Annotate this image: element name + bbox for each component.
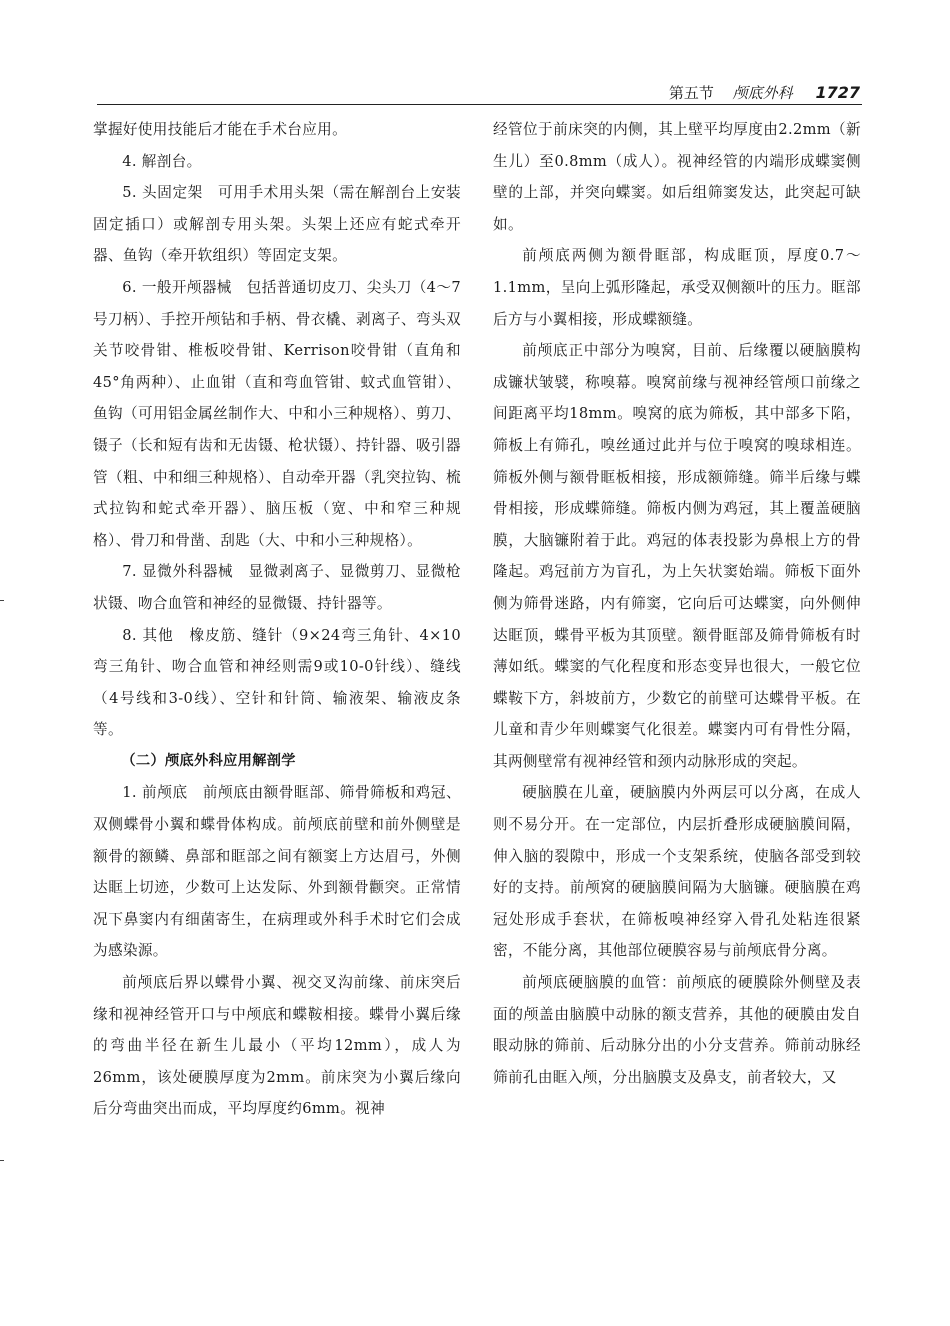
paragraph: 硬脑膜在儿童，硬脑膜内外两层可以分离，在成人则不易分开。在一定部位，内层折叠形成硬脑膜间隔，伸入脑的裂隙中，形成一个支架系统，使脑各部受到较好的支持。前颅窝的硬脑膜间隔为大脑镰。硬脑膜在鸡冠处形成手套状，在筛板嗅神经穿入骨孔处粘连很紧密，不能分离，其他部位硬膜容易与前颅底骨分离。 <box>493 784 861 960</box>
header-chapter-title: 颅底外科 <box>732 84 793 102</box>
paragraph: 经管位于前床突的内侧，其上壁平均厚度由2.2mm（新生儿）至0.8mm（成人）。视神经管的内端形成蝶窦侧壁的上部，并突向蝶窦。如后组筛窦发达，此突起可缺如。 <box>493 121 861 233</box>
page-number: 1727 <box>815 83 860 102</box>
paragraph: 1. 前颅底 前颅底由额骨眶部、筛骨筛板和鸡冠、双侧蝶骨小翼和蝶骨体构成。前颅底前壁和前外侧壁是额骨的额鳞、鼻部和眶部之间有额窦上方达眉弓，外侧达眶上切迹，少数可上达发际、外到额骨颧突。正常情况下鼻窦内有细菌寄生，在病理或外科手术时它们会成为感染源。 <box>93 784 461 960</box>
left-column <box>93 114 461 1125</box>
header-rule <box>97 104 862 105</box>
subsection-heading: （二）颅底外科应用解剖学 <box>121 752 296 769</box>
paragraph: 6. 一般开颅器械 包括普通切皮刀、尖头刀（4～7号刀柄）、手控开颅钻和手柄、骨衣橇、剥离子、弯头双关节咬骨钳、椎板咬骨钳、Kerrison咬骨钳（直角和45°角两种）、止血钳（直和弯血管钳、蚊式血管钳）、鱼钩（可用铝金属丝制作大、中和小三种规格）、剪刀、镊子（长和短有齿和无齿镊、枪状镊）、持针器、吸引器管（粗、中和细三种规格）、自动牵开器（乳突拉钩、梳式拉钩和蛇式牵开器）、脑压板（宽、中和窄三种规格）、骨刀和骨凿、刮匙（大、中和小三种规格）。 <box>93 278 461 549</box>
running-header <box>0 82 860 106</box>
paragraph: 前颅底硬脑膜的血管：前颅底的硬膜除外侧壁及表面的颅盖由脑膜中动脉的额支营养，其他的硬膜由发自眼动脉的筛前、后动脉分出的小分支营养。筛前动脉经筛前孔由眶入颅，分出脑膜支及鼻支，前者较大，又 <box>493 974 861 1086</box>
paragraph: 掌握好使用技能后才能在手术台应用。 <box>93 121 348 138</box>
paragraph: 前颅底后界以蝶骨小翼、视交叉沟前缘、前床突后缘和视神经管开口与中颅底和蝶鞍相接。蝶骨小翼后缘的弯曲半径在新生儿最小（平均12mm），成人为26mm，该处硬膜厚度为2mm。前床突为小翼后缘向后分弯曲突出而成，平均厚度约6mm。视神 <box>93 974 461 1118</box>
paragraph: 前颅底两侧为额骨眶部，构成眶顶，厚度0.7～1.1mm，呈向上弧形隆起，承受双侧额叶的压力。眶部后方与小翼相接，形成蝶额缝。 <box>493 247 861 328</box>
margin-mark <box>0 1160 4 1161</box>
paragraph: 5. 头固定架 可用手术用头架（需在解剖台上安装固定插口）或解剖专用头架。头架上还应有蛇式牵开器、鱼钩（牵开软组织）等固定支架。 <box>93 184 461 265</box>
margin-mark <box>0 600 4 601</box>
paragraph: 7. 显微外科器械 显微剥离子、显微剪刀、显微枪状镊、吻合血管和神经的显微镊、持针器等。 <box>93 563 461 612</box>
paragraph: 前颅底正中部分为嗅窝，目前、后缘覆以硬脑膜构成镰状皱襞，称嗅幕。嗅窝前缘与视神经管颅口前缘之间距离平均18mm。嗅窝的底为筛板，其中部多下陷，筛板上有筛孔，嗅丝通过此并与位于嗅窝的嗅球相连。筛板外侧与额骨眶板相接，形成额筛缝。筛半后缘与蝶骨相接，形成蝶筛缝。筛板内侧为鸡冠，其上覆盖硬脑膜，大脑镰附着于此。鸡冠的体表投影为鼻根上方的骨隆起。鸡冠前方为盲孔，为上矢状窦始端。筛板下面外侧为筛骨迷路，内有筛窦，它向后可达蝶窦，向外侧伸达眶顶，蝶骨平板为其顶壁。额骨眶部及筛骨筛板有时薄如纸。蝶窦的气化程度和形态变异也很大，一般它位蝶鞍下方，斜坡前方，少数它的前壁可达蝶骨平板。在儿童和青少年则蝶窦气化很差。蝶窦内可有骨性分隔，其两侧壁常有视神经管和颈内动脉形成的突起。 <box>493 342 861 770</box>
header-section: 第五节 <box>668 84 714 102</box>
paragraph: 8. 其他 橡皮筋、缝针（9×24弯三角针、4×10弯三角针、吻合血管和神经则需9或10-0针线）、缝线（4号线和3-0线）、空针和针筒、输液架、输液皮条等。 <box>93 626 461 739</box>
right-column <box>493 114 861 1093</box>
paragraph: 4. 解剖台。 <box>122 152 202 170</box>
